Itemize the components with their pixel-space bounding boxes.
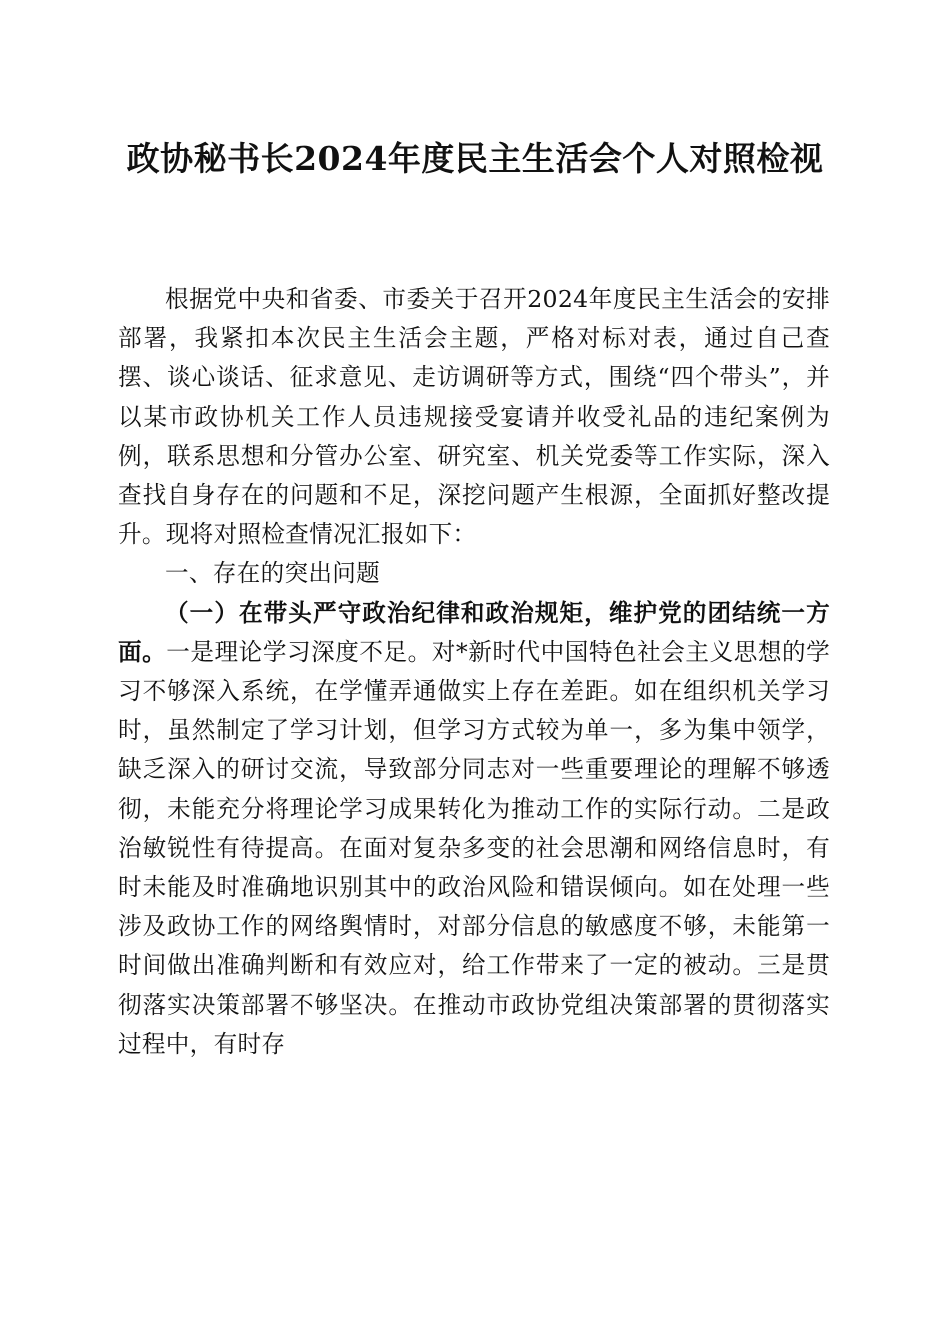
subsection-body: 一是理论学习深度不足。对*新时代中国特色社会主义思想的学习不够深入系统，在学懂弄通做实上存在差距。如在组织机关学习时，虽然制定了学习计划，但学习方式较为单一，多为集中领学，缺乏深入的研讨交流，导致部分同志对一些重要理论的理解不够透彻，未能充分将理论学习成果转化为推动工作的实际行动。二是政治敏锐性有待提高。在面对复杂多变的社会思潮和网络信息时，有时未能及时准确地识别其中的政治风险和错误倾向。如在处理一些涉及政协工作的网络舆情时，对部分信息的敏感度不够，未能第一时间做出准确判断和有效应对，给工作带来了一定的被动。三是贯彻落实决策部署不够坚决。在推动市政协党组决策部署的贯彻落实过程中，有时存 [118, 637, 830, 1058]
intro-paragraph: 根据党中央和省委、市委关于召开2024年度民主生活会的安排部署，我紧扣本次民主生活会主题，严格对标对表，通过自己查摆、谈心谈话、征求意见、走访调研等方式，围绕“四个带头”，并以某市政协机关工作人员违规接受宴请并收受礼品的违纪案例为例，联系思想和分管办公室、研究室、机关党委等工作实际，深入查找自身存在的问题和不足，深挖问题产生根源，全面抓好整改提升。现将对照检查情况汇报如下： [118, 285, 830, 549]
subsection-heading: （一）在带头严守政治纪律和政治规矩，维护党的团结统一方面。 [118, 598, 830, 666]
subsection-paragraph [118, 594, 830, 1064]
section-heading: 一、存在的突出问题 [165, 559, 381, 588]
document-title: 政协秘书长2024年度民主生活会个人对照检视 [126, 139, 824, 178]
document-body [118, 280, 830, 1064]
